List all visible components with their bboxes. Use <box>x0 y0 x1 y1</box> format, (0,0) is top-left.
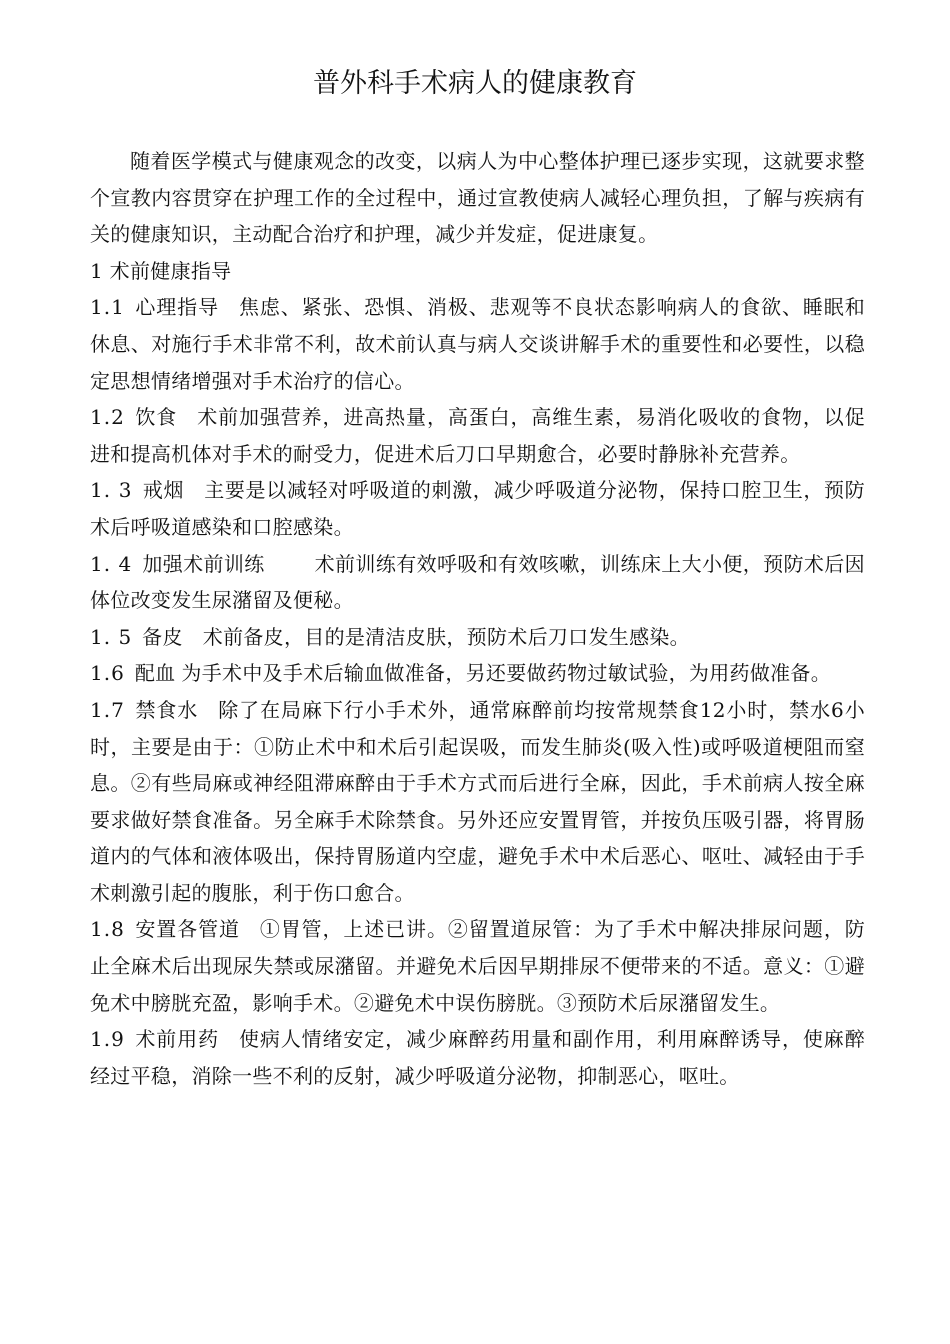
item-paragraph <box>90 692 865 912</box>
item-text: 为手术中及手术后输血做准备，另还要做药物过敏试验，为用药做准备。 <box>181 661 832 686</box>
item-heading: 配血 <box>134 661 176 686</box>
item-paragraph <box>90 399 865 472</box>
item-number: 1.8 <box>90 917 125 942</box>
item-heading: 术前用药 <box>134 1027 219 1052</box>
item-number: 1.1 <box>90 295 125 320</box>
item-paragraph <box>90 655 865 692</box>
item-paragraph <box>90 472 865 545</box>
item-paragraph <box>90 1021 865 1094</box>
item-heading: 饮食 <box>134 405 178 430</box>
item-text: 术前加强营养，进高热量，高蛋白，高维生素，易消化吸收的食物，以促进和提高机体对手术的耐受力，促进术后刀口早期愈合，必要时静脉补充营养。 <box>90 405 865 466</box>
item-text: 除了在局麻下行小手术外，通常麻醉前均按常规禁食12小时，禁水6小时，主要是由于：①防止术中和术后引起误吸，而发生肺炎(吸入性)或呼吸道梗阻而窒息。②有些局麻或神经阻滞麻醉由于手术方式而后进行全麻，因此，手术前病人按全麻要求做好禁食准备。另全麻手术除禁食。另外还应安置胃管，并按负压吸引器，将胃肠道内的气体和液体吸出，保持胃肠道内空虚，避免手术中术后恶心、呕吐、减轻由于手术刺激引起的腹胀，利于伤口愈合。 <box>90 697 865 905</box>
section-heading: 1 术前健康指导 <box>90 258 232 283</box>
item-paragraph <box>90 289 865 399</box>
item-heading: 安置各管道 <box>134 917 240 942</box>
item-number: 1.2 <box>90 405 125 430</box>
item-number: 1.6 <box>90 661 125 686</box>
item-number: 1. 5 <box>90 624 133 649</box>
item-paragraph <box>90 911 865 1021</box>
item-text: 主要是以减轻对呼吸道的刺激，减少呼吸道分泌物，保持口腔卫生，预防术后呼吸道感染和口腔感染。 <box>90 478 865 539</box>
item-number: 1. 3 <box>90 478 133 503</box>
item-heading: 心理指导 <box>134 295 219 320</box>
item-heading: 戒烟 <box>142 478 185 503</box>
item-heading: 加强术前训练 <box>142 551 265 576</box>
item-paragraph <box>90 619 865 656</box>
document-body <box>90 143 865 1094</box>
item-heading: 备皮 <box>142 624 183 649</box>
item-number: 1. 4 <box>90 551 133 576</box>
item-paragraph <box>90 546 865 619</box>
item-text: 焦虑、紧张、恐惧、消极、悲观等不良状态影响病人的食欲、睡眠和休息、对施行手术非常不利，故术前认真与病人交谈讲解手术的重要性和必要性，以稳定思想情绪增强对手术治疗的信心。 <box>90 295 865 393</box>
item-number: 1.7 <box>90 697 125 722</box>
item-text: 术前训练有效呼吸和有效咳嗽，训练床上大小便，预防术后因体位改变发生尿潴留及便秘。 <box>90 551 865 613</box>
item-text: 使病人情绪安定，减少麻醉药用量和副作用，利用麻醉诱导，使麻醉经过平稳，消除一些不利的反射，减少呼吸道分泌物，抑制恶心，呕吐。 <box>90 1027 865 1088</box>
intro-paragraph: 随着医学模式与健康观念的改变，以病人为中心整体护理已逐步实现，这就要求整个宣教内容贯穿在护理工作的全过程中，通过宣教使病人减轻心理负担，了解与疾病有关的健康知识，主动配合治疗和护理，减少并发症，促进康复。 <box>90 149 865 247</box>
item-text: 术前备皮，目的是清洁皮肤，预防术后刀口发生感染。 <box>202 624 690 649</box>
item-heading: 禁食水 <box>134 697 199 722</box>
item-number: 1.9 <box>90 1027 125 1052</box>
document-title: 普外科手术病人的健康教育 <box>313 68 637 99</box>
item-text: ①胃管，上述已讲。②留置道尿管：为了手术中解决排尿问题，防止全麻术后出现尿失禁或尿潴留。并避免术后因早期排尿不便带来的不适。意义：①避免术中膀胱充盈，影响手术。②避免术中误伤膀胱。③预防术后尿潴留发生。 <box>90 917 866 1015</box>
